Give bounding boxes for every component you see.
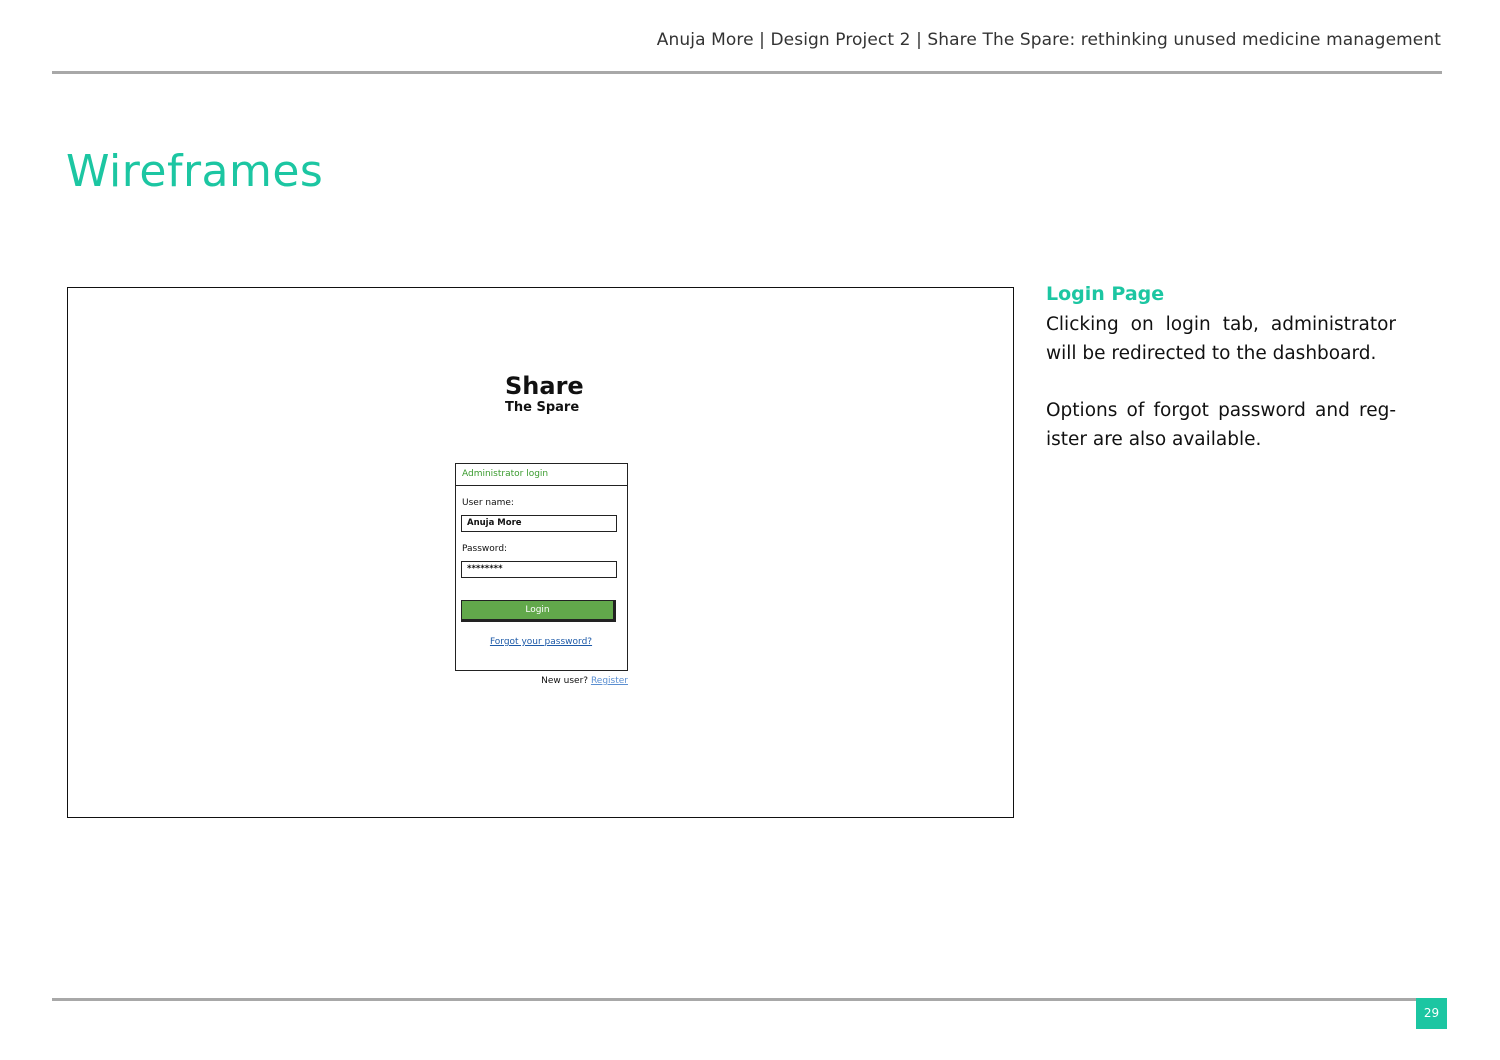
forgot-password-link: Forgot your password? xyxy=(489,637,593,647)
page-number-badge: 29 xyxy=(1416,998,1447,1029)
login-box-header: Administrator login xyxy=(456,464,627,486)
login-button: Login xyxy=(461,600,616,622)
description-paragraph-1: Clicking on login tab, administrator will be redirected to the dashboard. xyxy=(1046,314,1396,364)
section-title: Login Page xyxy=(1046,283,1165,305)
header-divider xyxy=(52,71,1442,74)
new-user-text: New user? xyxy=(541,676,589,686)
wireframe-frame xyxy=(67,287,1014,818)
wireframe-login-box xyxy=(455,463,628,671)
username-field: Anuja More xyxy=(461,515,617,532)
new-user-line xyxy=(455,676,628,686)
wireframe-logo-sub: The Spare xyxy=(505,400,580,415)
description-paragraph-2: Options of forgot password and reg-ister are also available. xyxy=(1046,400,1396,450)
password-field: ******** xyxy=(461,561,617,578)
footer-divider xyxy=(52,998,1418,1001)
password-label: Password: xyxy=(462,544,508,554)
wireframe-logo-main: Share xyxy=(505,372,584,400)
page-title: Wireframes xyxy=(66,146,324,197)
register-link: Register xyxy=(590,676,628,686)
running-header: Anuja More | Design Project 2 | Share The Spare: rethinking unused medicine management xyxy=(656,30,1441,50)
username-label: User name: xyxy=(462,498,514,508)
